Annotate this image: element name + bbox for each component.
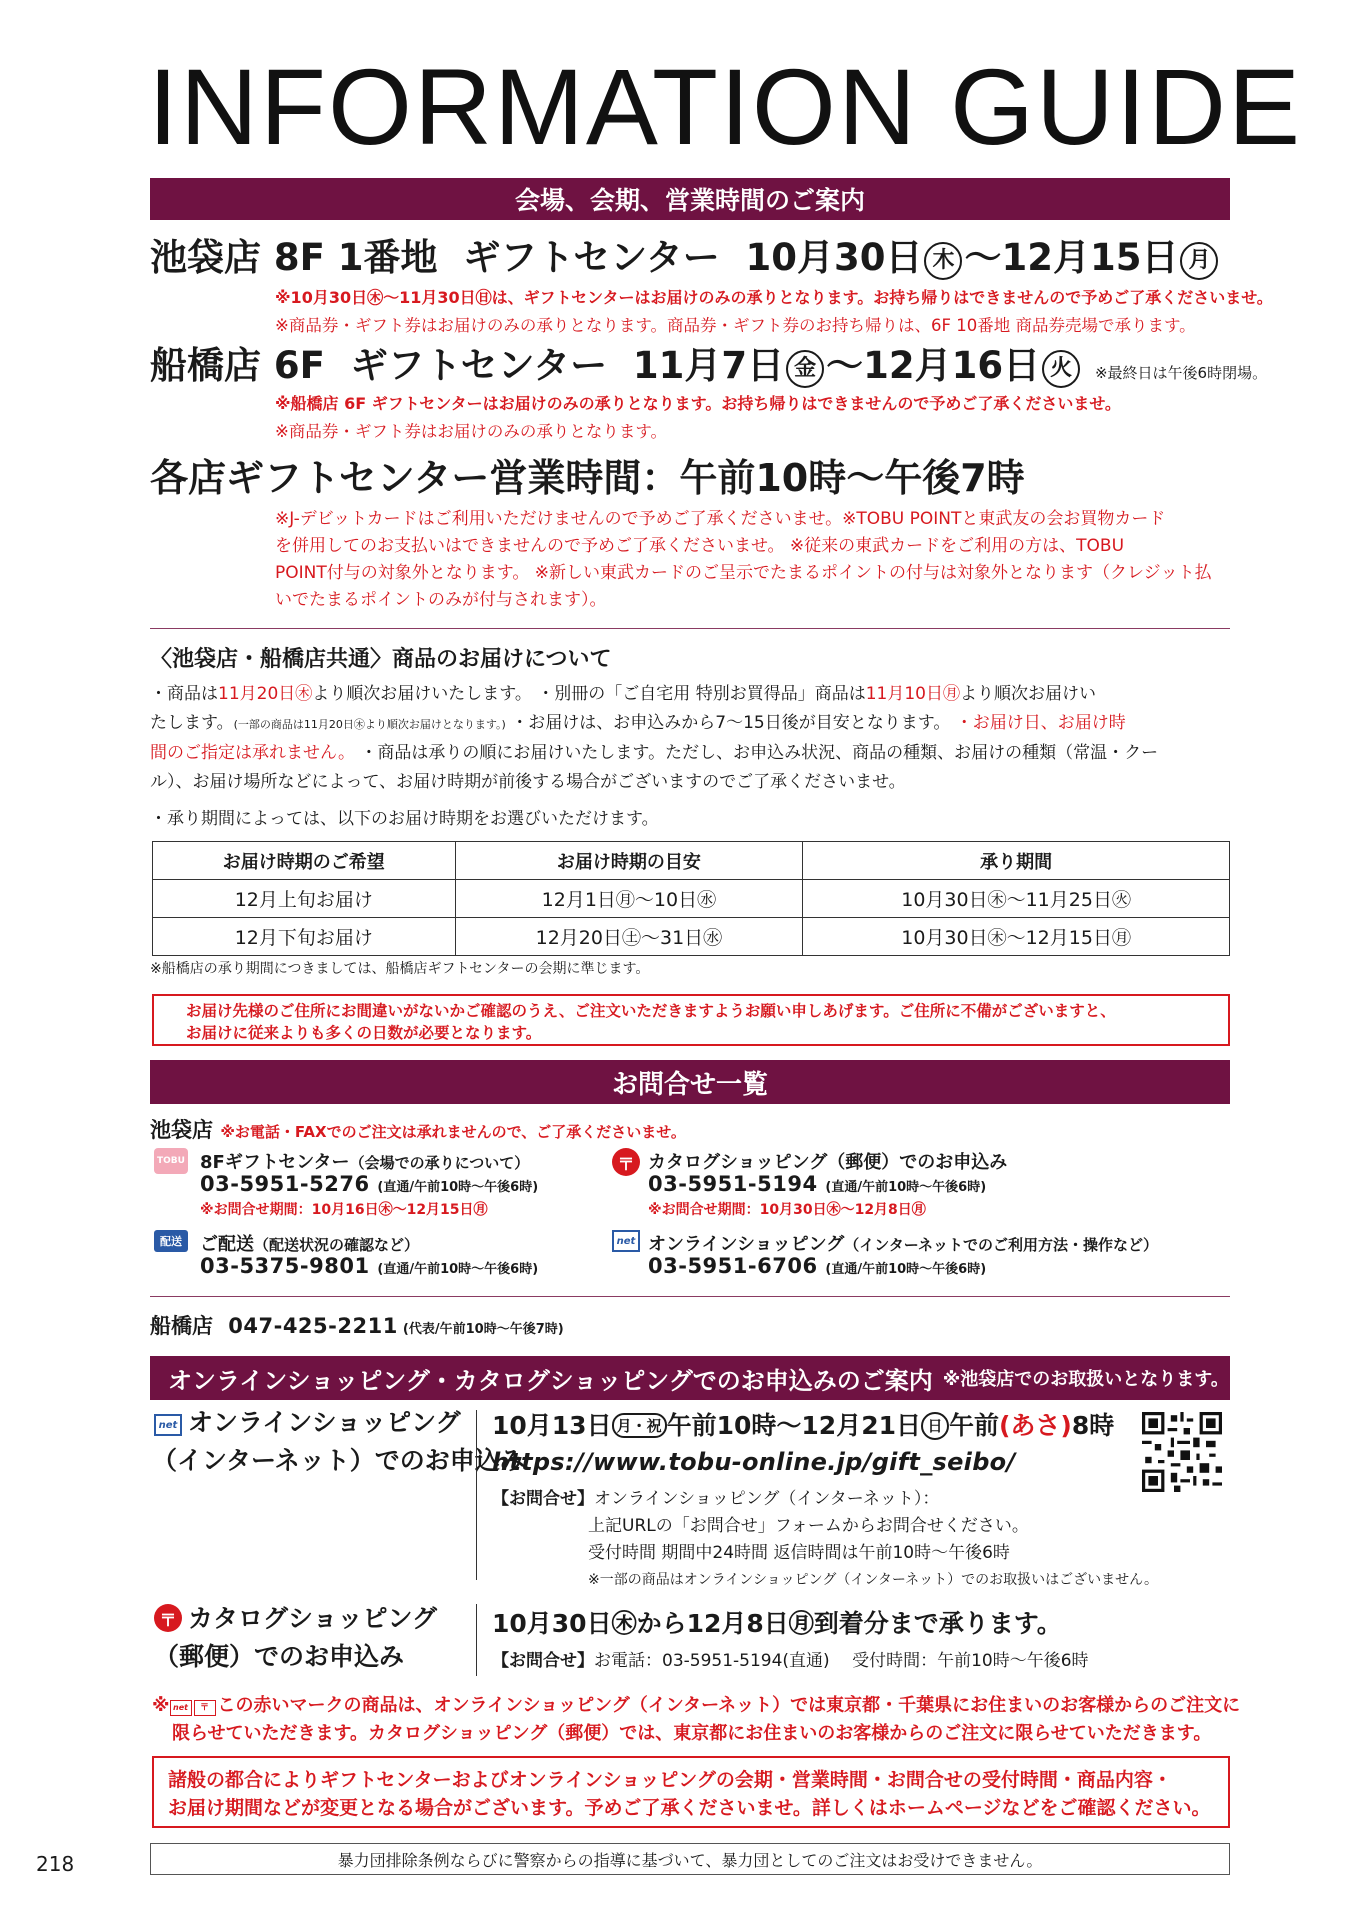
antisocial-notice: 暴力団排除条例ならびに警察からの指導に基づいて、暴力団としてのご注文はお受けできません。	[150, 1843, 1230, 1875]
ikebukuro-contact-note: ※お電話・FAXでのご注文は承れませんので、ご了承くださいませ。	[220, 1123, 686, 1141]
table-header: お届け時期のご希望	[153, 842, 456, 880]
funabashi-note-2: ※商品券・ギフト券はお届けのみの承りとなります。	[275, 422, 668, 441]
table-cell: 12月20日㊏〜31日㊌	[455, 918, 803, 956]
ikebukuro-venue-heading: 池袋店 8F 1番地 ギフトセンター 10月30日 木 〜12月15日 月	[150, 236, 1220, 280]
contact-delivery-phone: 03-5375-9801 (直通/午前10時〜午後6時)	[200, 1254, 539, 1278]
online-period: 10月13日 月・祝 午前10時〜12月21日 日 午前(あさ)8時	[492, 1411, 1115, 1440]
table-cell: 12月上旬お届け	[153, 880, 456, 918]
online-shopping-title: オンラインショッピング	[188, 1408, 461, 1437]
table-header: 承り期間	[803, 842, 1230, 880]
contact-giftcenter-phone: 03-5951-5276 (直通/午前10時〜午後6時)	[200, 1172, 539, 1196]
catalog-shopping-title-2: （郵便）でのお申込み	[154, 1642, 405, 1671]
postal-mark-icon: 〒	[612, 1148, 640, 1176]
table-cell: 10月30日㊍〜12月15日㊊	[803, 918, 1230, 956]
ikebukuro-note-2: ※商品券・ギフト券はお届けのみの承りとなります。商品券・ギフト券のお持ち帰りは、6F 10番地 商品券売場で承ります。	[275, 316, 1196, 335]
funabashi-note-1: ※船橋店 6F ギフトセンターはお届けのみの承りとなります。お持ち帰りはできませんので予めご了承くださいませ。	[275, 394, 1121, 413]
section-bar-venue: 会場、会期、営業時間のご案内	[150, 178, 1230, 220]
net-red-mark-icon: net	[170, 1700, 192, 1716]
change-notice-box: 諸般の都合によりギフトセンターおよびオンラインショッピングの会期・営業時間・お問合せの受付時間・商品内容・ お届け期間などが変更となる場合がございます。予めご了承くださいませ。詳しくはホームページなどをご確認ください。	[152, 1756, 1230, 1828]
divider	[476, 1604, 477, 1676]
page-number: 218	[36, 1852, 75, 1876]
divider	[150, 628, 1230, 629]
catalog-inquiry: 【お問合せ】お電話：03-5951-5194(直通) 受付時間：午前10時〜午後6時	[492, 1651, 1089, 1671]
table-row	[153, 880, 1230, 918]
catalog-red-mark-icon: 〒	[194, 1700, 216, 1716]
contact-catalog-label: カタログショッピング（郵便）でのお申込み	[648, 1152, 1008, 1173]
computer-net-icon: net	[612, 1230, 640, 1252]
qr-code-icon[interactable]	[1142, 1412, 1222, 1492]
catalog-shopping-title: カタログショッピング	[188, 1604, 438, 1633]
ikebukuro-note-1: ※10月30日㊍〜11月30日㊐は、ギフトセンターはお届けのみの承りとなります。お持ち帰りはできませんので予めご了承くださいませ。	[275, 288, 1273, 307]
delivery-heading: 〈池袋店・船橋店共通〉商品のお届けについて	[150, 647, 612, 672]
contact-online-phone: 03-5951-6706 (直通/午前10時〜午後6時)	[648, 1254, 987, 1278]
catalog-period: 10月30日㊍から12月8日㊊到着分まで承ります。	[492, 1609, 1062, 1638]
divider	[476, 1410, 477, 1580]
online-inquiry: 【お問合せ】オンラインショッピング（インターネット）： 上記URLの「お問合せ」フォームからお問合せください。 受付時間 期間中24時間 返信時間は午前10時〜午後6時 ※一部の商品はオンラインショッピング（インターネット）でのお取扱いはございません。	[492, 1489, 1158, 1588]
table-cell: 10月30日㊍〜11月25日㊋	[803, 880, 1230, 918]
table-cell: 12月1日㊊〜10日㊌	[455, 880, 803, 918]
table-cell: 12月下旬お届け	[153, 918, 456, 956]
hours-notes: ※J-デビットカードはご利用いただけませんので予めご了承くださいませ。※TOBU POINTと東武友の会お買物カード を併用してのお支払いはできませんので予めご了承くださいませ。 ※従来の東武カードをご利用の方は、TOBU POINT付与の対象外となります。 ※新しい東武カードのご呈示でたまるポイントの付与は対象外となります（クレジット払 いでたまるポイントのみが付与されます）。	[275, 509, 1212, 610]
contact-catalog-period: ※お問合せ期間：10月30日㊍〜12月8日㊊	[648, 1202, 926, 1218]
red-mark-note: ※ net 〒 この赤いマークの商品は、オンラインショッピング（インターネット）では東京都・千葉県にお住まいのお客様からのご注文に 限らせていただきます。カタログショッピング（郵便）では、東京都にお住まいのお客様からのご注文に限らせていただきます。	[152, 1695, 1241, 1744]
shopping-bag-icon: TOBU	[154, 1148, 188, 1174]
contact-catalog-phone: 03-5951-5194 (直通/午前10時〜午後6時)	[648, 1172, 987, 1196]
online-shopping-title-2: （インターネット）でのお申込み	[152, 1446, 525, 1475]
page-title: INFORMATION GUIDE	[148, 46, 1302, 167]
delivery-truck-icon: 配送	[154, 1230, 188, 1252]
funabashi-venue-heading: 船橋店 6F ギフトセンター 11月7日 金 〜12月16日 火 ※最終日は午後6時閉場。	[150, 344, 1268, 387]
computer-net-icon: net	[154, 1414, 182, 1436]
section-bar-online: オンラインショッピング・カタログショッピングでのお申込みのご案内 ※池袋店でのお取扱いとなります。	[150, 1356, 1230, 1400]
ikebukuro-contact-heading: 池袋店 ※お電話・FAXでのご注文は承れませんので、ご了承くださいませ。	[150, 1118, 686, 1142]
contact-delivery-label: ご配送（配送状況の確認など）	[200, 1234, 420, 1255]
online-url-link[interactable]: https://www.tobu-online.jp/gift_seibo/	[492, 1448, 1016, 1476]
section-bar-contact: お問合せ一覧	[150, 1060, 1230, 1104]
table-header: お届け時期の目安	[455, 842, 803, 880]
contact-giftcenter-period: ※お問合せ期間：10月16日㊍〜12月15日㊊	[200, 1202, 488, 1218]
contact-online-label: オンラインショッピング（インターネットでのご利用方法・操作など）	[648, 1234, 1158, 1255]
table-row	[153, 918, 1230, 956]
divider	[150, 1296, 1230, 1297]
funabashi-closing-note: ※最終日は午後6時閉場。	[1094, 364, 1268, 382]
postal-mark-icon: 〒	[154, 1604, 182, 1632]
funabashi-contact: 船橋店 047-425-2211 (代表/午前10時〜午後7時)	[150, 1314, 564, 1338]
address-warning-box: お届け先様のご住所にお間違いがないかご確認のうえ、ご注文いただきますようお願い申しあげます。ご住所に不備がございますと、 お届けに従来よりも多くの日数が必要となります。	[152, 994, 1230, 1046]
contact-giftcenter-label: 8Fギフトセンター（会場での承りについて）	[200, 1152, 530, 1173]
hours-heading: 各店ギフトセンター営業時間：午前10時〜午後7時	[150, 456, 1025, 500]
table-note: ※船橋店の承り期間につきましては、船橋店ギフトセンターの会期に準じます。	[150, 961, 650, 977]
delivery-text: ・商品は11月20日㊍より順次お届けいたします。 ・別冊の「ご自宅用 特別お買得品」商品は11月10日㊊より順次お届けい たします。(一部の商品は11月20日㊍より順次お届けとなります。) ・お届けは、お申込みから7〜15日後が目安となります。 ・お届け日、お届け時 間のご指定は承れません。 ・商品は承りの順にお届けいたします。ただし、お申込み状況、商品の種類、お届けの種類（常温・クー ル）、お届け場所などによって、お届け時期が前後する場合がございますのでご了承くださいませ。 ・承り期間によっては、以下のお届け時期をお選びいただけます。	[150, 684, 1159, 829]
table-header-row	[153, 842, 1230, 880]
delivery-schedule-table	[152, 841, 1230, 956]
